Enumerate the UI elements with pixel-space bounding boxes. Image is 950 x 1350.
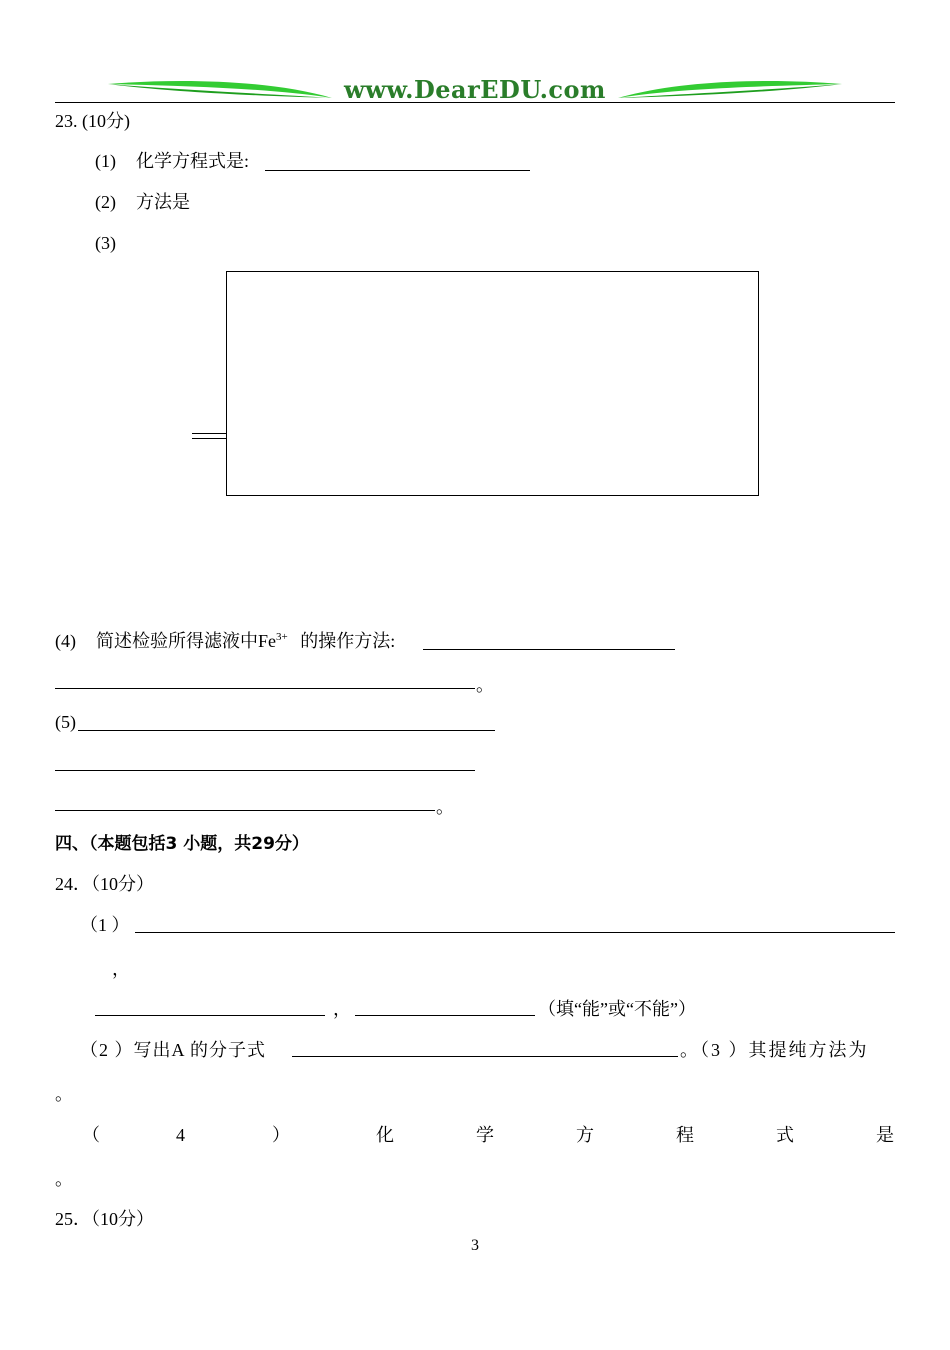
q23-p3-label: (3) bbox=[95, 233, 116, 253]
q24-p4-char-0: （ bbox=[82, 1125, 100, 1145]
q25-title: 25．（10分） bbox=[55, 1209, 154, 1229]
q24-p2-blank[interactable] bbox=[292, 1056, 678, 1057]
q23-p4-label: (4) bbox=[55, 631, 76, 651]
q23-p4-text-main: 简述检验所得滤液中Fe bbox=[96, 631, 276, 651]
q24-p4-char-1: 4 bbox=[176, 1125, 185, 1145]
q23-p5-label: (5) bbox=[55, 712, 76, 732]
header-rule bbox=[55, 102, 895, 103]
q23-p4-text-tail: 的操作方法: bbox=[300, 631, 396, 651]
logo-text: www.DearEDU.com bbox=[344, 75, 606, 104]
page-number: 3 bbox=[471, 1237, 479, 1254]
q24-p4-char-8: 是 bbox=[876, 1125, 894, 1145]
q24-p1-comma: ， bbox=[112, 959, 130, 979]
q24-p4-char-2: ） bbox=[272, 1125, 290, 1145]
q24-p1-blank-3[interactable] bbox=[355, 1015, 535, 1016]
q24-p1-blank[interactable] bbox=[135, 932, 895, 933]
q24-p4-char-6: 程 bbox=[676, 1125, 694, 1145]
q23-answer-box[interactable] bbox=[226, 271, 759, 496]
q23-title: 23. (10分) bbox=[55, 111, 130, 131]
q24-p3-period: 。 bbox=[55, 1084, 73, 1104]
q23-p4-period: 。 bbox=[476, 675, 494, 695]
q23-p4-blank-2[interactable] bbox=[55, 688, 475, 689]
q24-p4-period: 。 bbox=[55, 1169, 73, 1189]
box-side-mark bbox=[192, 433, 226, 439]
q24-p4-char-3: 化 bbox=[376, 1125, 394, 1145]
q23-p5-blank-1[interactable] bbox=[78, 730, 495, 731]
q23-p1-blank[interactable] bbox=[265, 170, 530, 171]
q23-p4-blank-1[interactable] bbox=[423, 649, 675, 650]
q23-p4-superscript: 3+ bbox=[276, 631, 288, 643]
q23-p5-blank-2[interactable] bbox=[55, 770, 475, 771]
q23-p1-text: 化学方程式是: bbox=[136, 151, 250, 171]
q24-p4-char-7: 式 bbox=[776, 1125, 794, 1145]
q23-p5-period: 。 bbox=[436, 797, 454, 817]
q23-p2-text: 方法是 bbox=[136, 192, 190, 212]
q24-p4-char-4: 学 bbox=[476, 1125, 494, 1145]
q23-p5-blank-3[interactable] bbox=[55, 810, 435, 811]
q24-fill-hint: （填“能”或“不能”） bbox=[538, 999, 696, 1019]
q23-p2-label: (2) bbox=[95, 192, 116, 212]
q24-title: 24．（10分） bbox=[55, 874, 154, 894]
q23-p1-label: (1) bbox=[95, 151, 116, 171]
section4-title: 四、（本题包括3 小题，共29分） bbox=[55, 834, 309, 854]
q24-p3-text: 。（3 ）其提纯方法为 bbox=[680, 1040, 869, 1060]
q24-p1-comma-2: ， bbox=[333, 999, 351, 1019]
q24-p1-blank-2[interactable] bbox=[95, 1015, 325, 1016]
header-logo bbox=[100, 76, 850, 108]
q24-p2-text: （2 ）写出A 的分子式 bbox=[80, 1040, 267, 1060]
q23-p4-text bbox=[96, 632, 395, 650]
q24-p1-label: （1 ） bbox=[80, 915, 130, 935]
q24-p4-char-5: 方 bbox=[576, 1125, 594, 1145]
